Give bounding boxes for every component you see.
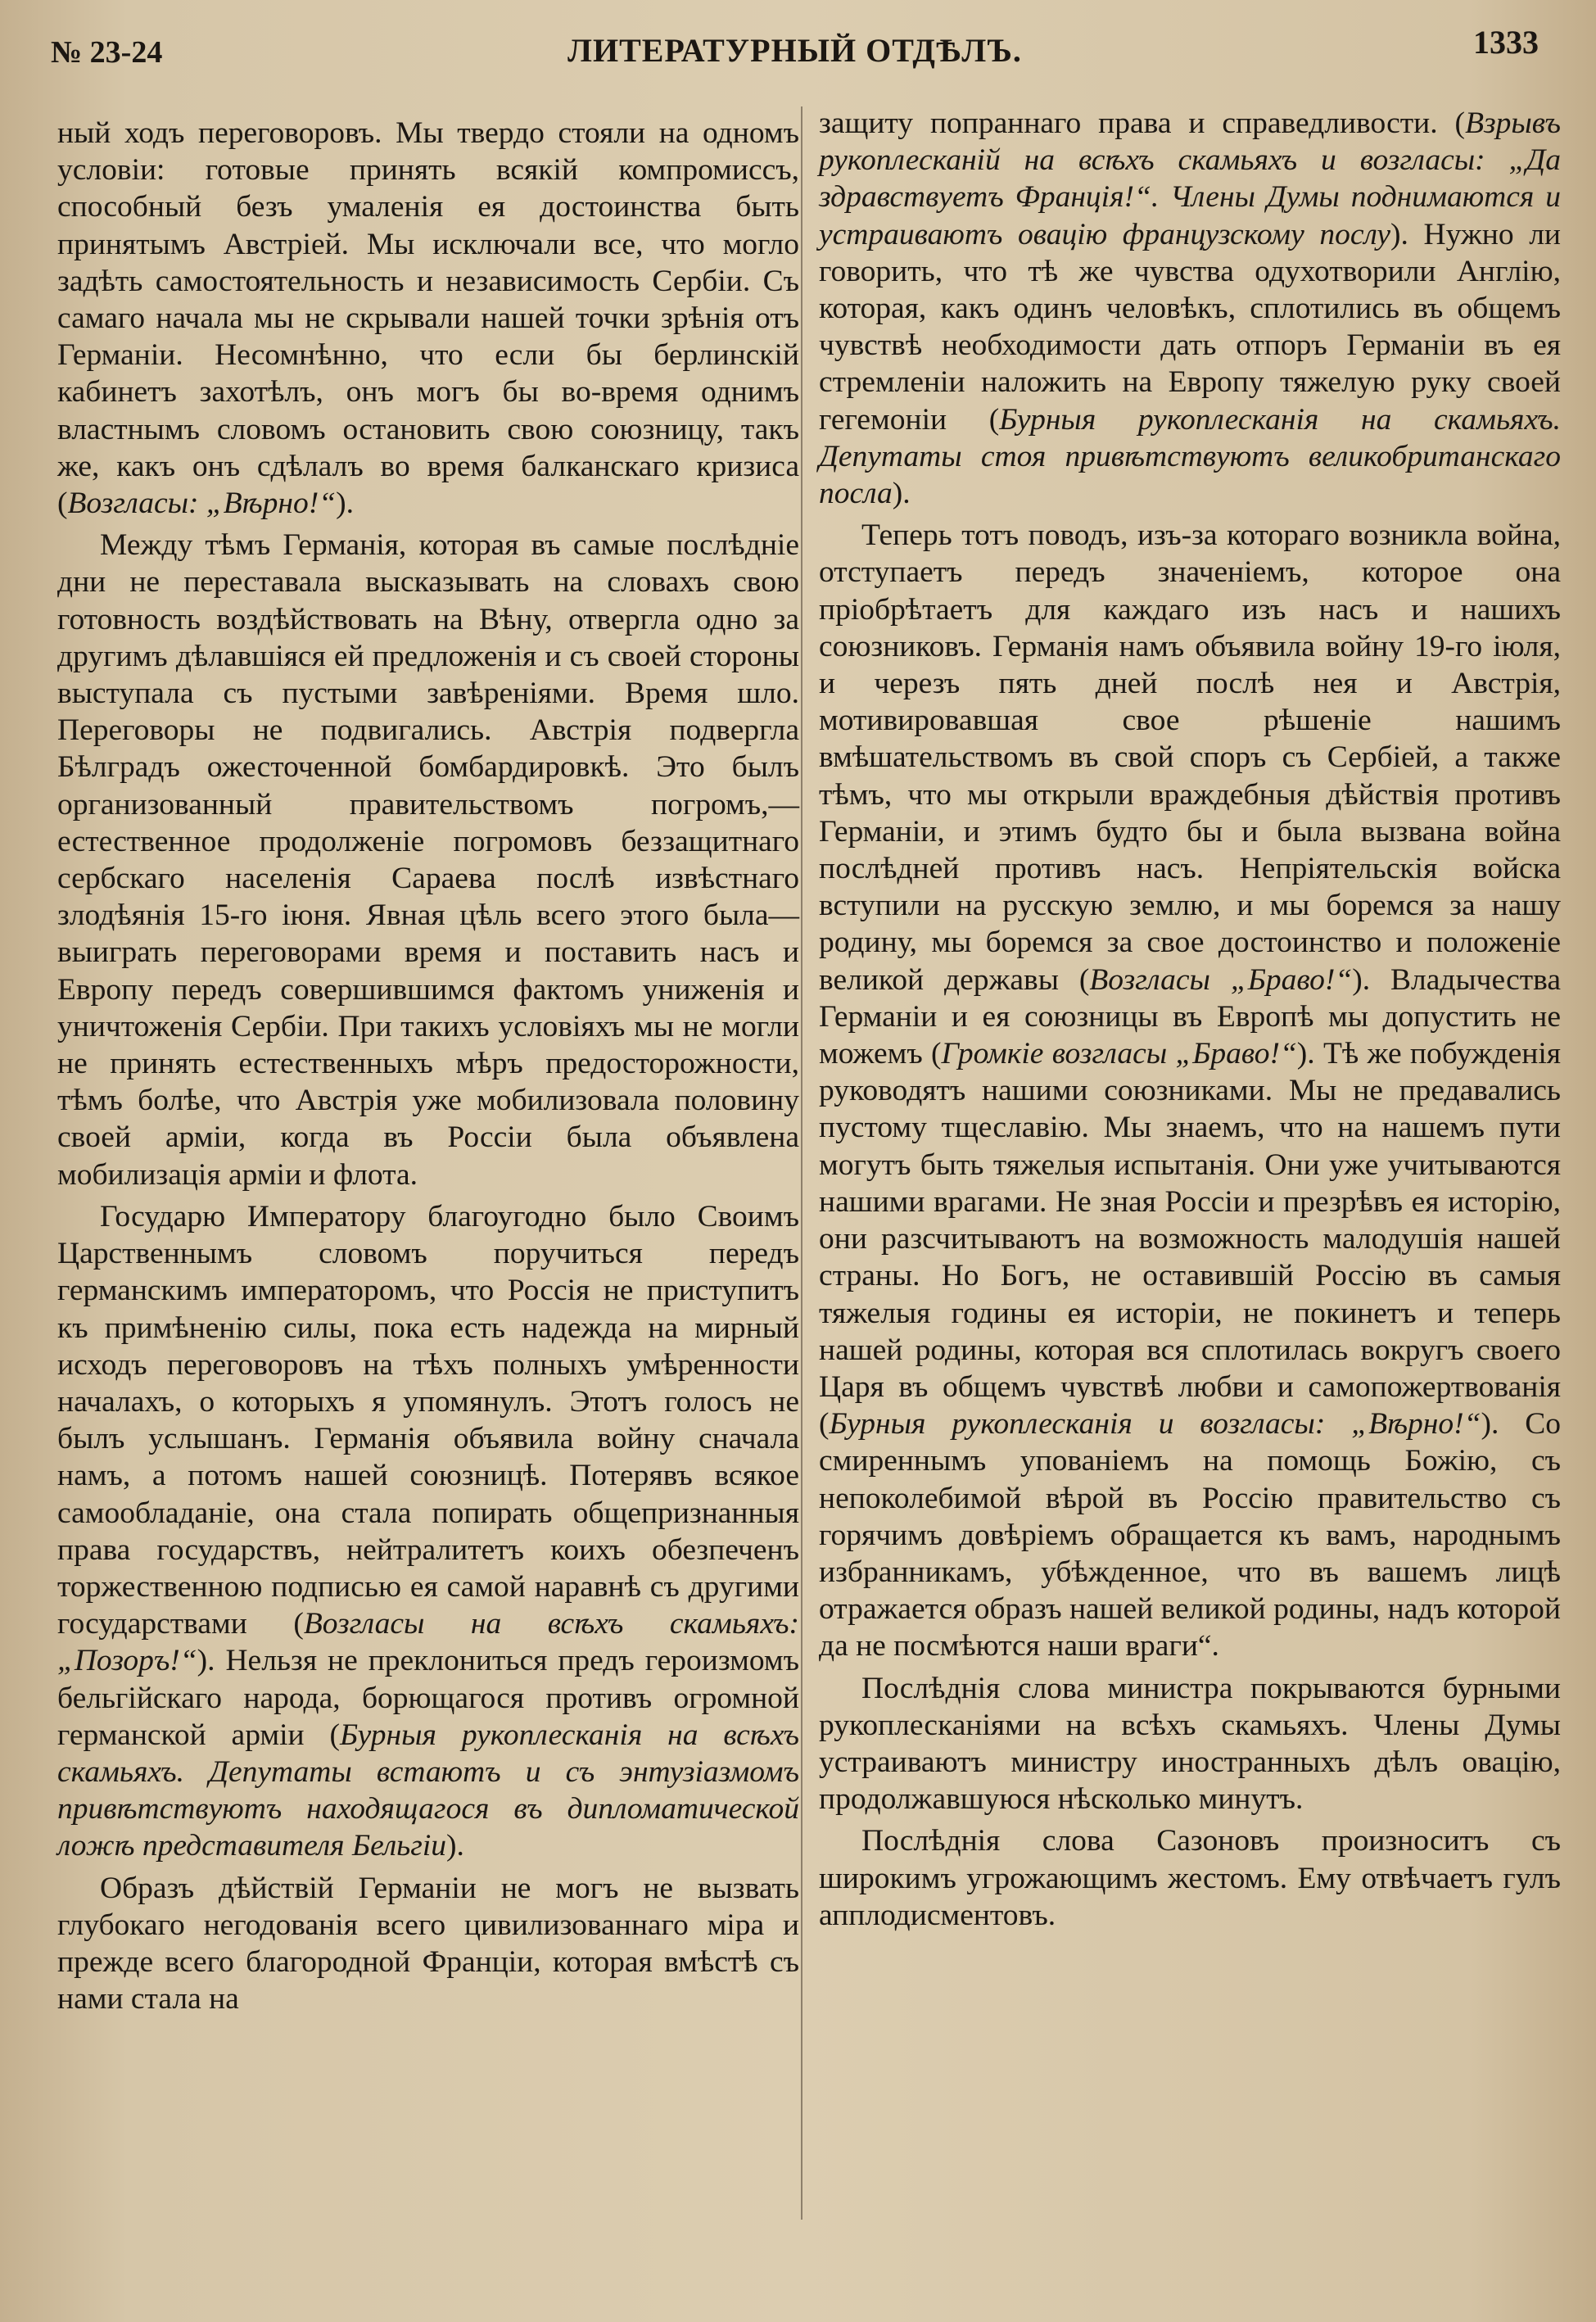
text-run: Государю Императору благоугодно было Своимъ Царственнымъ словомъ поручиться передъ германскимъ императоромъ, что Россія не приступитъ къ примѣненію силы, пока есть надежда на мирный исходъ переговоровъ на тѣхъ полныхъ умѣренности началахъ, о которыхъ я упомянулъ. Этотъ голосъ не былъ услышанъ. Германія объявила войну сначала намъ, а потомъ нашей союзницѣ. Потерявъ всякое самообладаніе, она стала попирать общепризнанныя права государствъ, нейтралитетъ коихъ обезпеченъ торжественною подписью ея самой наравнѣ съ другими государствами ( [57,1199,799,1641]
section-title: ЛИТЕРАТУРНЫЙ ОТДѢЛЪ. [567,32,1022,69]
running-header [51,23,1539,72]
paragraph [57,1870,799,2018]
column-divider [801,106,803,2220]
text-run: защиту попраннаго права и справедливости. ( [819,106,1466,140]
stage-remark: Возгласы „Браво!“ [1089,962,1353,997]
stage-remark: Громкіе возгласы „Браво!“ [941,1037,1297,1071]
paragraph [57,527,799,1193]
right-column [819,105,1561,1934]
text-run: ). Со смиреннымъ упованіемъ на помощь Божію, съ непоколебимой вѣрой въ Россію правительство съ горячимъ довѣріемъ обращается къ вамъ, народнымъ избранникамъ, убѣжденное, что въ вашемъ лицѣ отражается образъ нашей великой родины, надъ которой да не посмѣются наши враги“. [819,1407,1561,1663]
text-run: Теперь тотъ поводъ, изъ-за котораго возникла война, отступаетъ передъ значеніемъ, которое она пріобрѣтаетъ для каждаго изъ насъ и нашихъ союзниковъ. Германія намъ объявила войну 19-го іюля, и черезъ пять дней послѣ нея и Австрія, мотивировавшая свое рѣшеніе нашимъ вмѣшательствомъ въ свой споръ съ Сербіей, а также тѣмъ, что мы открыли враждебныя дѣйствія противъ Германіи, и этимъ будто бы и была вызвана война послѣдней противъ насъ. Непріятельскія войска вступили на русскую землю, и мы боремся за нашу родину, мы боремся за свое достоинство и положеніе великой державы ( [819,518,1561,997]
text-run: Между тѣмъ Германія, которая въ самые послѣдніе дни не переставала высказывать на словахъ свою готовность воздѣйствовать на Вѣну, отвергла одно за другимъ дѣлавшіяся ей предложенія и съ своей стороны выступала съ пустыми завѣреніями. Время шло. Переговоры не подвигались. Австрія подвергла Бѣлградъ ожесточенной бомбардировкѣ. Это былъ организованный правительствомъ погромъ,— естественное продолженіе погромовъ беззащитнаго сербскаго населенія Сараева послѣ извѣстнаго злодѣянія 15-го іюня. Явная цѣль всего этого была—выиграть переговорами время и поставить насъ и Европу передъ совершившимся фактомъ униженія и уничтоженія Сербіи. При такихъ условіяхъ мы не могли не принять естественныхъ мѣръ предосторожности, тѣмъ болѣе, что Австрія уже мобилизовала половину своей арміи, когда въ Россіи была объявлена мобилизація арміи и флота. [57,528,799,1192]
stage-remark: Возгласы на всѣхъ скамьяхъ: „Позоръ!“ [57,1607,799,1678]
issue-number: № 23-24 [51,35,163,70]
left-column [57,115,799,2017]
text-run: Послѣднія слова министра покрываются бурными рукоплесканіями на всѣхъ скамьяхъ. Члены Думы устраиваютъ министру иностранныхъ дѣлъ овацію, продолжавшуюся нѣсколько минутъ. [819,1671,1561,1817]
text-run: ). Нужно ли говорить, что тѣ же чувства одухотворили Англію, которая, какъ одинъ человѣкъ, сплотились въ общемъ чувствѣ необходимости дать отпоръ Германіи въ ея стремленіи наложить на Европу тяжелую руку своей гегемоніи ( [819,217,1561,437]
text-run: ). [446,1829,464,1863]
page-number: 1333 [1473,24,1539,61]
stage-remark: Бурныя рукоплесканія и возгласы: „Вѣрно!“ [829,1407,1481,1442]
stage-remark: Взрывъ рукоплесканій на всѣхъ скамьяхъ и возгласы: „Да здравствуетъ Франція!“. Члены Думы поднимаются и устраиваютъ овацію французскому послу [819,106,1561,251]
paragraph [819,517,1561,1664]
paragraph [57,1198,799,1865]
stage-remark: Бурныя рукоплесканія на скамьяхъ. Депутаты стоя привѣтствуютъ великобританскаго посла [819,402,1562,511]
text-run: ). Нельзя не преклониться предъ героизмомъ бельгійскаго народа, борющагося противъ огромной германской арміи ( [57,1644,799,1752]
text-run: ный ходъ переговоровъ. Мы твердо стояли на одномъ условіи: готовые принять всякій компромиссъ, способный безъ умаленія ея достоинства быть принятымъ Австріей. Мы исключали все, что могло задѣть самостоятельность и независимость Сербіи. Съ самаго начала мы не скрывали нашей точки зрѣнія отъ Германіи. Несомнѣнно, что если бы берлинскій кабинетъ захотѣлъ, онъ могъ бы во-время однимъ властнымъ словомъ остановить свою союзницу, такъ же, какъ онъ сдѣлалъ во время балканскаго кризиса ( [57,116,799,521]
text-run: ). [336,487,354,521]
text-run: ). Тѣ же побужденія руководятъ нашими союзниками. Мы не предавались пустому тщеславію. Мы знаемъ, что на нашемъ пути могутъ быть тяжелыя испытанія. Они уже учитываются нашими врагами. Не зная Россіи и презрѣвъ ея исторію, они разсчитываютъ на возможность малодушія нашей страны. Но Богъ, не оставившій Россію въ самыя тяжелыя годины ея исторіи, не покинетъ и теперь нашей родины, которая вся сплотилась вокругъ своего Царя въ общемъ чувствѣ любви и самопожертвованія ( [819,1037,1561,1442]
paragraph [819,1822,1561,1934]
paragraph [57,115,799,522]
text-run: ). Владычества Германіи и ея союзницы въ Европѣ мы допустить не можемъ ( [819,962,1562,1071]
paragraph [819,105,1561,512]
paragraph [819,1670,1561,1818]
stage-remark: Бурныя рукоплесканія на всѣхъ скамьяхъ. Депутаты встаютъ и съ энтузіазмомъ привѣтствуютъ находящагося въ дипломатической ложѣ представителя Бельгіи [57,1718,799,1863]
stage-remark: Возгласы: „Вѣрно!“ [67,487,337,521]
text-run: Образъ дѣйствій Германіи не могъ не вызвать глубокаго негодованія всего цивилизованнаго міра и прежде всего благородной Франціи, которая вмѣстѣ съ нами стала на [57,1871,799,2016]
text-run: Послѣднія слова Сазоновъ произноситъ съ широкимъ угрожающимъ жестомъ. Ему отвѣчаетъ гулъ апплодисментовъ. [819,1824,1561,1932]
text-run: ). [892,477,911,511]
